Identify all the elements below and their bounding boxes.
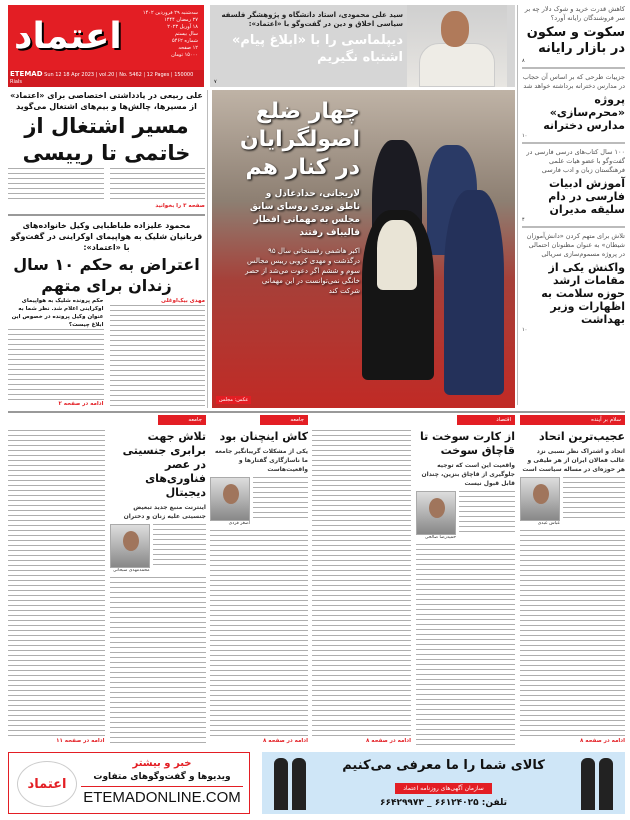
ad-line: ویدیوها و گفت‌وگوهای متفاوت	[81, 771, 243, 787]
teaser-kicker: کاهش قدرت خرید و شوک دلار چه بر سر فروشندگان رایانه آورد؟	[524, 5, 625, 22]
column-headline[interactable]: از کارت سوخت تا قاچاق سوخت	[419, 430, 515, 457]
body-text	[312, 430, 411, 737]
portrait-photo	[407, 5, 507, 87]
author-name: محمدمهدی سبحانی	[113, 568, 150, 573]
photo-credit: عکس: مجلس	[216, 396, 251, 404]
column-headline[interactable]: کاش اینچنان بود	[219, 430, 308, 443]
author-photo	[210, 477, 250, 521]
etemadonline-ad[interactable]	[8, 752, 250, 814]
story-headline[interactable]: مسیر اشتغال از خاتمی تا رییسی	[22, 114, 191, 165]
body-text	[8, 329, 104, 400]
continued-link[interactable]: ادامه در صفحه ۸	[580, 738, 625, 744]
story-kicker: علی ربیعی در یادداشتی اختصاصی برای «اعتماد» از مسیرها، چالش‌ها و بیم‌های اشتغال می‌گوید	[10, 91, 203, 111]
date-line: ۲۷ رمضان ۱۴۴۴	[164, 17, 198, 23]
teaser[interactable]	[522, 148, 625, 224]
column-sobhani[interactable]	[8, 415, 206, 745]
author-name: حمیدرضا صالحی	[424, 535, 456, 540]
column-kicker: واقعیت این است که توجیه جلوگیری از قاچاق بنزین، چندان قابل قبول نیست	[421, 462, 515, 487]
continued-link[interactable]: ادامه در صفحه ۱۱	[56, 738, 105, 744]
story-kicker: محمود علیزاده طباطبایی وکیل خانواده‌های قربانیان شلیک به هواپیمای اوکراینی در گفت‌وگو با «اعتماد»:	[10, 221, 203, 252]
date-line: شماره ۵۴۶۲	[172, 38, 198, 44]
body-text	[110, 305, 206, 408]
etemad-logo: اعتماد	[17, 761, 77, 807]
byline: مهدی بیک‌اوغلی	[161, 298, 205, 304]
lead-photo[interactable]	[212, 90, 515, 408]
teaser-headline[interactable]: آموزش ادبیات فارسی در دام سلیقه مدیران	[548, 177, 625, 216]
issue-line: Sun 12 18 Apr 2023 | vol.20 | No. 5462 | 12 Pages | 150000 Rials	[10, 72, 194, 85]
teaser-headline[interactable]: پروژه «محرم‌سازی» مدارس دخترانه	[543, 93, 625, 132]
body-col	[8, 297, 104, 408]
story-headline[interactable]: اعتراض به حکم ۱۰ سال زندان برای متهم	[13, 255, 200, 295]
continued-link[interactable]: ادامه در صفحه ۸	[366, 738, 411, 744]
body-col	[110, 297, 206, 408]
page-ref: ۴	[522, 217, 525, 223]
right-column	[522, 5, 625, 407]
teaser[interactable]	[522, 5, 625, 65]
lead-headline[interactable]: چهار ضلع اصولگرایان در کنار هم	[239, 99, 360, 180]
date-line: ۱۲ صفحه	[178, 45, 198, 51]
teaser-kicker: ۱۰۰ سال کتاب‌های درسی فارسی در گفت‌وگو با عضو هیات علمی فرهنگستان زبان و ادب فارسی	[526, 148, 625, 174]
column-divider	[207, 90, 208, 408]
page-ref: ۸	[522, 58, 525, 64]
column-headline[interactable]: عجیب‌ترین اتحاد	[538, 430, 625, 443]
story-alizadeh[interactable]	[8, 220, 205, 408]
date-line: ۱۸ آوریل ۲۰۲۳	[167, 24, 198, 30]
date-line: سه‌شنبه ۲۹ فروردین ۱۴۰۲	[142, 10, 198, 16]
body-text	[210, 530, 308, 737]
section-tag: اقتصاد	[457, 415, 515, 425]
column-fardi[interactable]	[210, 415, 308, 745]
column-kicker: یکی از مشکلات گریبانگیر جامعه ما ناسازگاری گفتارها و واقعیت‌هاست	[215, 448, 308, 473]
issue-strip	[8, 70, 204, 87]
author-photo	[520, 477, 560, 521]
body-text	[416, 544, 515, 745]
ad-url[interactable]: ETEMADONLINE.COM	[83, 789, 241, 806]
masthead	[8, 5, 204, 87]
body-text	[8, 168, 104, 202]
continued-link[interactable]: ادامه در صفحه ۲	[58, 401, 104, 407]
column-kicker: اینترنت منبع جدید تبعیض جنسیتی علیه زنان و دختران	[123, 504, 206, 520]
body-text	[8, 430, 105, 737]
author-name: عباس عبدی	[537, 521, 560, 526]
section-tag: جامعه	[260, 415, 308, 425]
ad-phone: تلفن: ۶۶۱۲۴۰۲۵ _ ۶۶۴۲۹۹۷۳	[379, 798, 508, 808]
teaser-headline[interactable]: واکنش یکی از مقامات ارشد حوزه سلامت به اظهارات وزیر بهداشت	[541, 261, 625, 326]
column-headline[interactable]: تلاش جهت برابری جنسیتی در عصر فناوری‌های دیجیتال	[122, 430, 206, 499]
date-line: سال بیستم	[174, 31, 198, 37]
column-kicker: اتحاد و اشتراک نظر نسبی نزد غالب فعالان ایران از هر طیفی و هر حوزه‌ای در مساله سیاست است	[522, 448, 625, 473]
latin-title: ETEMAD	[10, 70, 43, 78]
teaser-headline[interactable]: سکوت و سکون در بازار رایانه	[526, 25, 625, 56]
continued-link[interactable]: صفحه ۳ را بخوانید	[155, 203, 205, 209]
story-rabiei[interactable]	[8, 90, 205, 210]
etemad-logo: اعتماد	[14, 16, 122, 57]
issue-date-info	[136, 10, 198, 59]
body-text	[110, 577, 207, 745]
ad-line: خبر و بیشتر	[132, 758, 192, 769]
page-ref: ۷	[214, 79, 217, 85]
interview-question: حکم پرونده شلیک به هواپیمای اوکراینی اعلام شد. نظر شما به عنوان وکیل پرونده در خصوص این ابلاغ چیست؟	[11, 298, 104, 328]
lead-body: اکبر هاشمی رفسنجانی سال ۹۵ درگذشت و مهدی کروبی رییس مجالس سوم و ششم اگر دعوت می‌شد از حصر خانگی نمی‌توانست در این مهمانی شرکت کند	[245, 247, 360, 295]
teaser[interactable]	[522, 73, 625, 140]
top-story-headline[interactable]: دیپلماسی را با «ابلاغ پیام» اشتباه نگیریم	[232, 33, 403, 65]
lead-subhead: لاریجانی، حدادعادل و ناطق نوری روسای سابق مجلس به مهمانی افطار قالیباف رفتند	[249, 189, 360, 238]
left-column	[8, 90, 205, 408]
teaser[interactable]	[522, 232, 625, 334]
author-photo	[110, 524, 150, 568]
continued-link[interactable]: ادامه در صفحه ۸	[263, 738, 308, 744]
body-text	[520, 530, 625, 737]
body-text	[110, 168, 206, 202]
teaser-kicker: جزییات طرحی که بر اساس آن حجاب در مدارس دخترانه برداشته خواهد شد	[522, 73, 625, 90]
date-line: ۱۵۰۰۰ تومان	[171, 52, 198, 58]
page-ref: ۱۰	[522, 133, 528, 139]
advertising-ad[interactable]	[262, 752, 625, 814]
author-photo	[416, 491, 456, 535]
column-divider	[517, 5, 518, 405]
section-tag: جامعه	[158, 415, 206, 425]
ad-headline: کالای شما را ما معرفی می‌کنیم	[342, 758, 545, 773]
section-divider	[8, 411, 625, 413]
top-story-kicker: سید علی محمودی، استاد دانشگاه و پژوهشگر فلسفه سیاسی اخلاق و دین در گفت‌وگو با «اعتماد»:	[221, 11, 403, 28]
author-name: اصغر فردی	[228, 521, 250, 526]
section-tag: سلام بر آینده	[520, 415, 625, 425]
page-ref: ۱۰	[522, 327, 528, 333]
top-story[interactable]	[210, 5, 515, 87]
teaser-kicker: تلاش برای متهم کردن «دانش‌آموزان شیطان» به عنوان مظنونان احتمالی در پروژه مسموم‌سازی سریالی	[526, 232, 625, 258]
column-fuel[interactable]	[312, 415, 515, 745]
column-abdi[interactable]	[520, 415, 625, 745]
ad-banner: سازمان آگهی‌های روزنامه اعتماد	[395, 783, 492, 794]
